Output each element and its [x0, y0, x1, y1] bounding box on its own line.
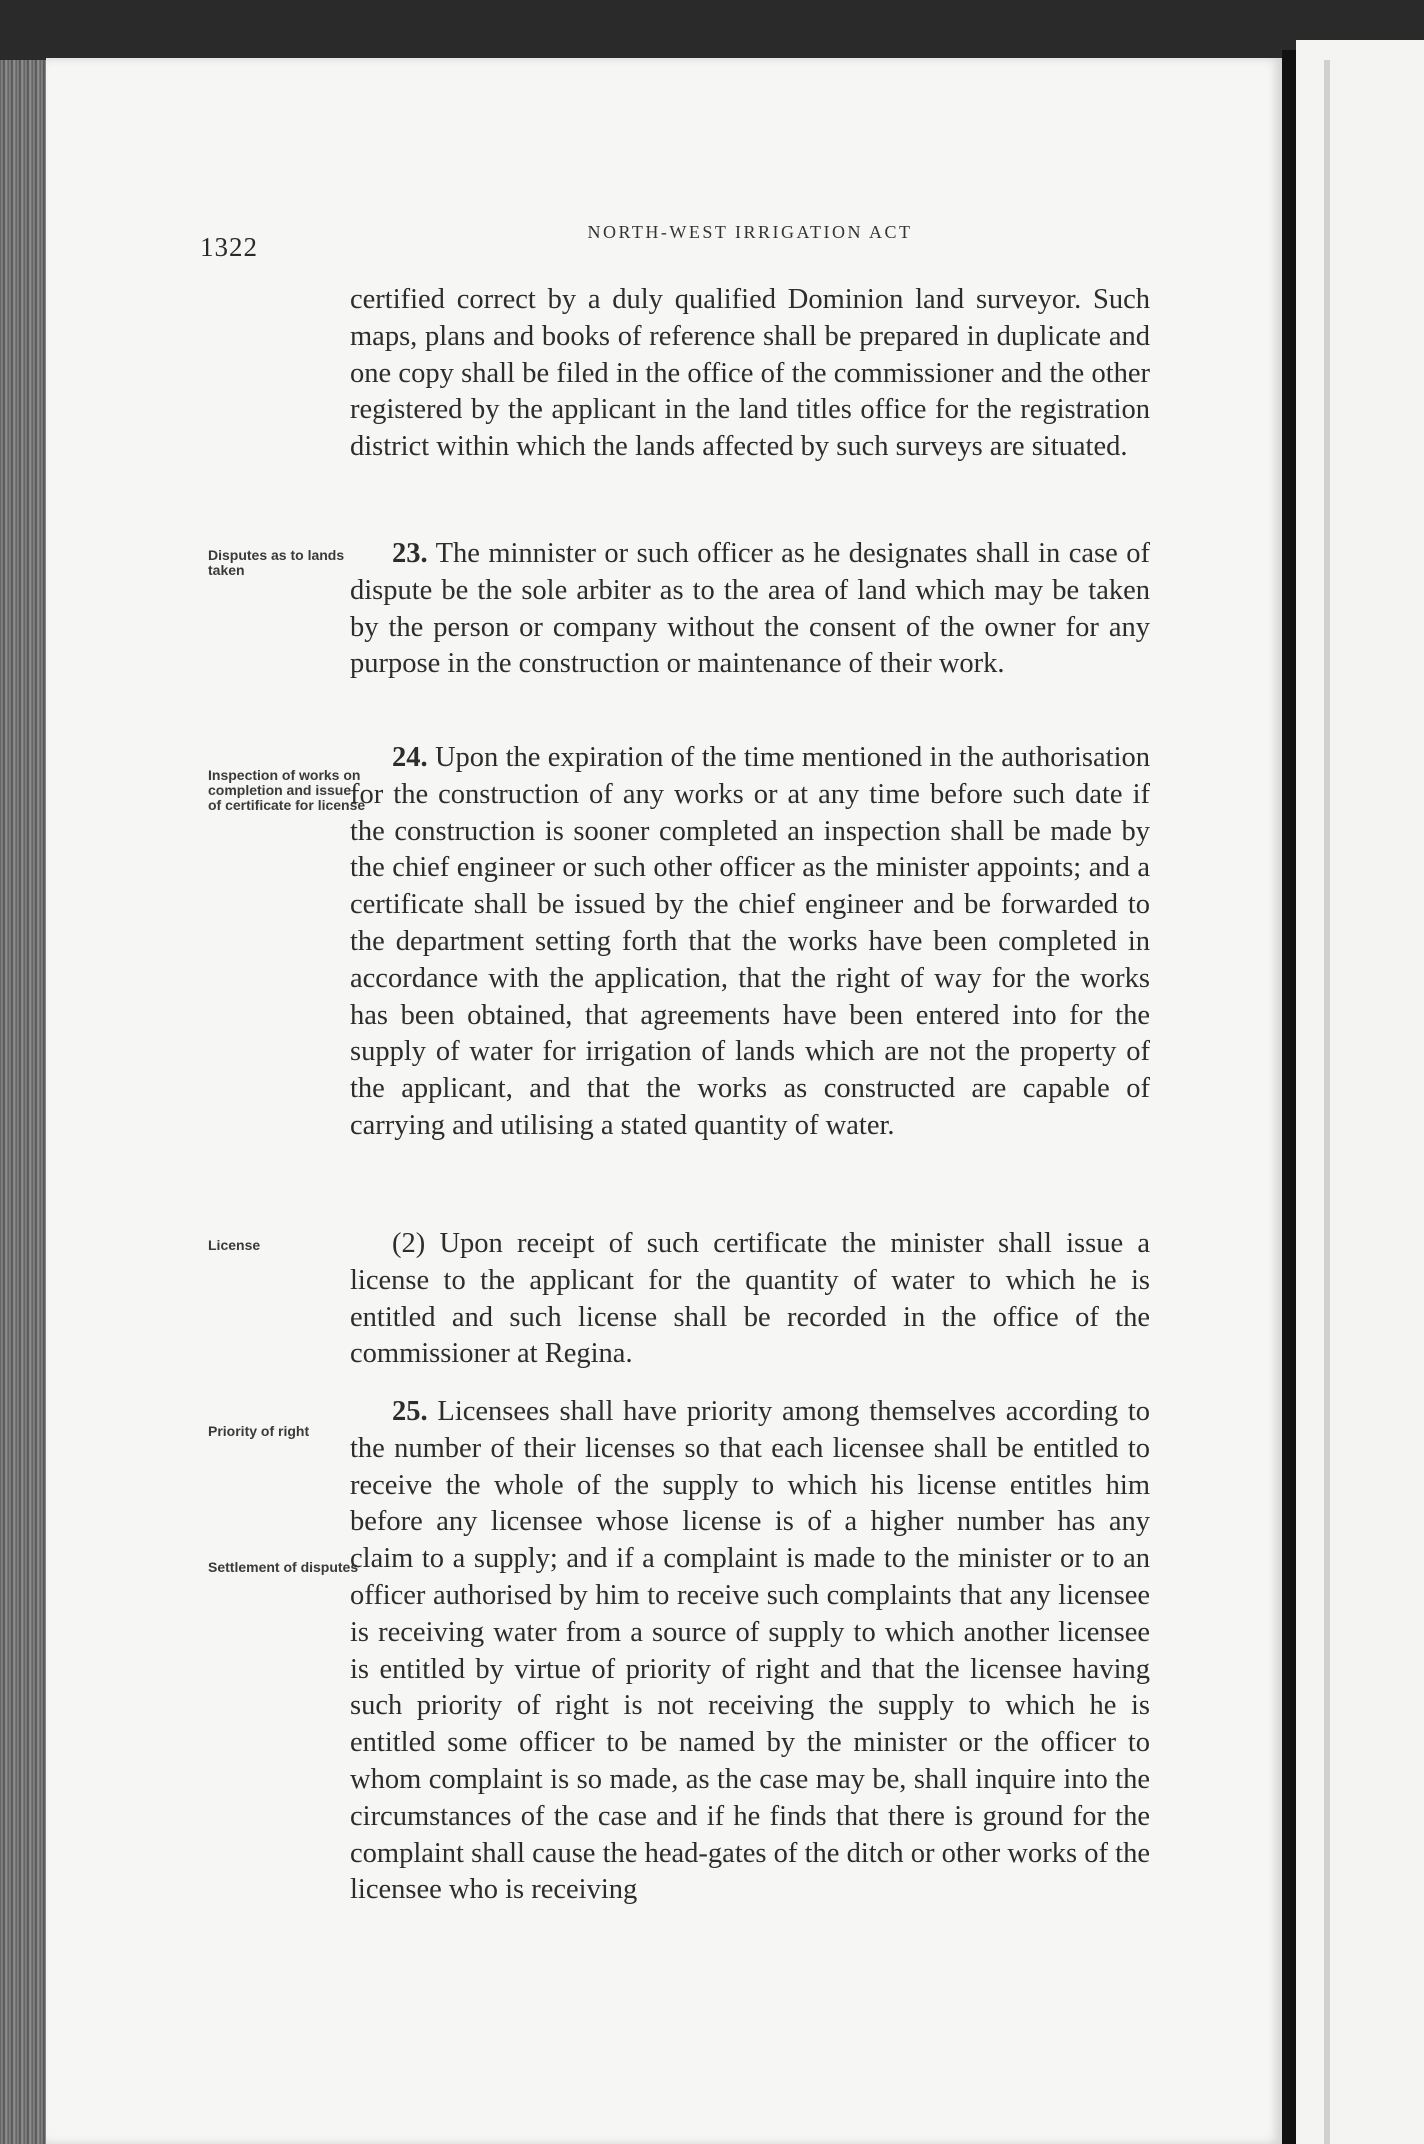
margin-note-disputes-lands: Disputes as to lands taken [208, 547, 345, 578]
book-gutter [1282, 50, 1296, 2144]
section-25-text: Licensees shall have priority among themselves according to the number of their licenses so that each licensee shall be entitled to receive the whole of the supply to which his license entitles him before any licensee whose license is of a higher number has any claim to a supply; and if a complaint is made to the minister or to an officer authorised by him to receive such complaints that any licensee is receiving water from a source of supply to which another licensee is entitled by virtue of priority of right and that the licensee having such priority of right is not receiving the supply to which he is entitled some officer to be named by the minister or the officer to whom complaint is so made, as the case may be, shall inquire into the circumstances of the case and if he finds that there is ground for the complaint shall cause the head-gates of the ditch or other works of the licensee who is receiving [350, 1396, 1151, 1906]
section-23 [350, 536, 1150, 683]
section-25-number: 25. [392, 1396, 428, 1427]
running-head: NORTH-WEST IRRIGATION ACT [587, 222, 913, 242]
margin-note-inspection: Inspection of works on completion and issue of certificate for license [208, 767, 366, 813]
book-page-edges [0, 60, 48, 2144]
paragraph-continued: certified correct by a duly qualified Dominion land surveyor. Such maps, plans and books of reference shall be prepared in duplicate and one copy shall be filed in the office of the commissioner and the other registered by the applicant in the land titles office for the registration district within which the lands affected by such surveys are situated. [350, 284, 1150, 463]
margin-note-priority: Priority of right [208, 1423, 310, 1439]
section-23-text: The minnister or such officer as he designates shall in case of dispute be the sole arbiter as to the area of land which may be taken by the person or company without the consent of the owner for any purpose in the construction or maintenance of their work. [350, 538, 1150, 680]
scan-background [0, 0, 1424, 62]
margin-note-settlement: Settlement of disputes [208, 1559, 359, 1575]
section-25 [350, 1394, 1150, 1909]
section-23-number: 23. [392, 538, 428, 569]
section-24 [350, 740, 1150, 1145]
section-24-number: 24. [392, 742, 428, 773]
facing-page-edge [1324, 60, 1330, 2144]
page-number: 1322 [200, 232, 258, 262]
margin-note-license: License [208, 1237, 261, 1253]
facing-page [1296, 40, 1424, 2144]
section-24-subsection-2: (2) Upon receipt of such certificate the minister shall issue a license to the applicant for the quantity of water to which he is entitled and such license shall be recorded in the office of the commissioner at Regina. [350, 1228, 1150, 1370]
section-24-text: Upon the expiration of the time mentioned in the authorisation for the construction of any works or at any time before such date if the construction is sooner completed an inspection shall be made by the chief engineer or such other officer as the minister appoints; and a certificate shall be issued by the chief engineer and be forwarded to the department setting forth that the works have been completed in accordance with the application, that the right of way for the works has been obtained, that agreements have been entered into for the supply of water for irrigation of lands which are not the property of the applicant, and that the works as constructed are capable of carrying and utilising a stated quantity of water. [350, 742, 1150, 1141]
